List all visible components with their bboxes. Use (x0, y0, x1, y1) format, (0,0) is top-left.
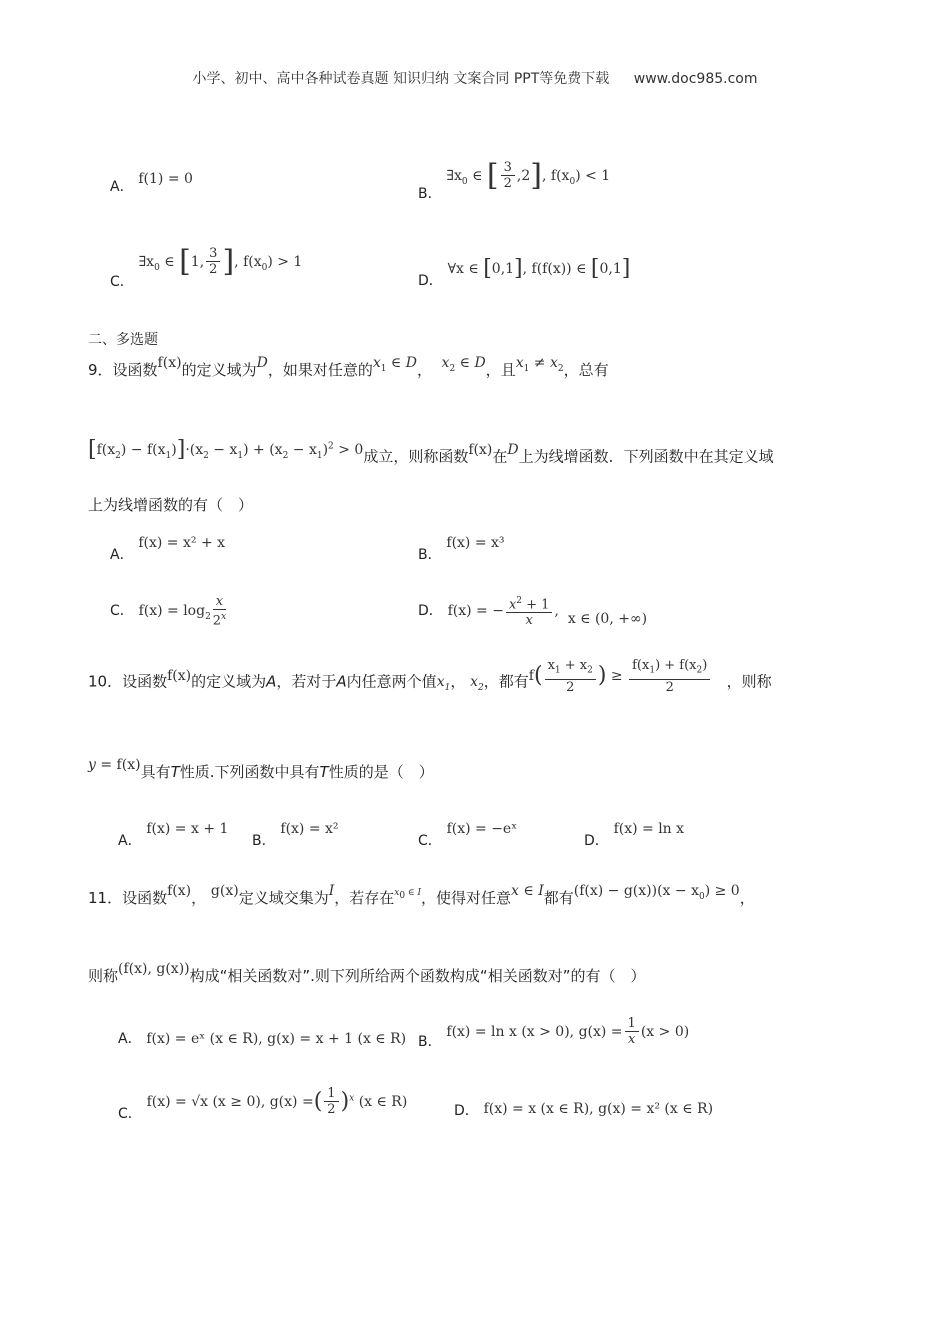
q9-option-c[interactable] (110, 594, 228, 628)
q11-option-c[interactable] (118, 1086, 408, 1122)
q10-option-b[interactable] (252, 821, 339, 849)
option-label: A． (110, 179, 134, 195)
option-label: D． (454, 1103, 479, 1119)
q10-d-math: f(x) = ln x (613, 821, 685, 837)
option-label: A． (110, 547, 134, 563)
q9-stem-line2: $[f(x_2) - f(x_1)]\cdot(x_2 - x_1) + (x_2 - x_1)^2 > 0$成立，则称函数f(x)在D上为线增函数．下列函数中在其定义域 (88, 436, 774, 466)
option-label: B． (418, 1033, 442, 1050)
q10-stem-line1: 10．设函数f(x)的定义域为A，若对于A内任意两个值$x_1$， $x_2$，都有f( $\frac{x_1 + x_2}{2}$ ) ≥ $\frac{f(x_1) + f(x_2)}{2}$ ，则称 (88, 658, 772, 695)
q9-b-math: f(x) = x³ (446, 535, 505, 551)
q8-b-math: $\exists x_0$ ∈ [ $\frac{3}{2}$ ,2], $f(x_0) < 1$ (446, 157, 611, 193)
q9-option-a[interactable] (110, 535, 226, 563)
header-site-link[interactable]: www.doc985.com (633, 71, 758, 87)
option-label: A． (118, 1031, 142, 1047)
q8-option-a[interactable] (110, 171, 193, 197)
section-title: 二、多选题 (88, 332, 158, 348)
q9-stem-line3: 上为线增函数的有（ ） (88, 496, 254, 514)
page-header (0, 68, 950, 88)
q10-b-math: f(x) = x² (280, 821, 339, 837)
q8-a-math: f(1) = 0 (138, 171, 193, 187)
option-label: D． (418, 603, 443, 620)
q9-d-math: f(x) = − $\frac{x^2 + 1}{x}$ , x ∈ (0, +∞) (447, 596, 648, 629)
q11-d-math: f(x) = x (x ∈ R), g(x) = x² (x ∈ R) (483, 1101, 714, 1117)
q11-option-a[interactable] (118, 1028, 406, 1049)
q9-option-b[interactable] (418, 535, 505, 563)
header-text: 小学、初中、高中各种试卷真题 知识归纳 文案合同 PPT等免费下载 (192, 71, 610, 87)
q11-stem-line2: 则称(f(x), g(x))构成“相关函数对”.则下列所给两个函数构成“相关函数对”的有（ ） (88, 961, 646, 985)
q8-option-d[interactable] (418, 256, 631, 289)
q8-c-math: $\exists x_0$ ∈ [1, $\frac{3}{2}$ ], $f(x_0) > 1$ (138, 243, 303, 279)
q8-d-math: ∀x ∈ [0,1], f(f(x)) ∈ [0,1] (447, 256, 631, 281)
q11-option-d[interactable] (454, 1098, 713, 1119)
q10-option-d[interactable] (584, 821, 685, 849)
option-label: D． (418, 273, 443, 289)
option-label: C． (118, 1105, 142, 1122)
q10-option-c[interactable] (418, 821, 518, 849)
q11-stem-line1: 11．设函数f(x)， g(x)定义域交集为I，若存在$^{x_0 \in I}$，使得对任意x ∈ I都有$(f(x) - g(x))(x - x_0) \ge 0$， (88, 883, 755, 907)
q11-a-math: f(x) = eˣ (x ∈ R), g(x) = x + 1 (x ∈ R) (146, 1031, 407, 1047)
q11-c-math: f(x) = √x (x ≥ 0), g(x) =( $\frac{1}{2}$ )$^x$ (x ∈ R) (146, 1086, 408, 1117)
option-label: B． (418, 547, 442, 563)
q8-option-b[interactable] (418, 157, 611, 202)
q9-c-math: $f(x) = \log_2$ $\frac{x}{2^x}$ (138, 594, 227, 629)
q10-c-math: f(x) = −eˣ (446, 821, 518, 837)
q11-option-b[interactable] (418, 1016, 690, 1050)
q11-b-math: f(x) = ln x (x > 0), g(x) = $\frac{1}{x}$ (x > 0) (446, 1016, 690, 1047)
q10-a-math: f(x) = x + 1 (146, 821, 229, 837)
q9-stem-line1: 9．设函数f(x)的定义域为D，如果对任意的$x_1$ ∈ D， $x_2$ ∈ D，且$x_1 \ne x_2$，总有 (88, 355, 609, 379)
q10-option-a[interactable] (118, 821, 229, 849)
option-label: A． (118, 833, 142, 849)
q8-option-c[interactable] (110, 243, 303, 290)
option-label: C． (110, 603, 134, 620)
option-label: D． (584, 833, 609, 849)
q10-stem-line2: y = f(x)具有T性质.下列函数中具有T性质的是（ ） (88, 757, 434, 781)
option-label: C． (110, 273, 134, 290)
q9-a-math: f(x) = x² + x (138, 535, 226, 551)
option-label: B． (418, 185, 442, 202)
option-label: B． (252, 833, 276, 849)
option-label: C． (418, 833, 442, 849)
q9-option-d[interactable] (418, 594, 647, 628)
